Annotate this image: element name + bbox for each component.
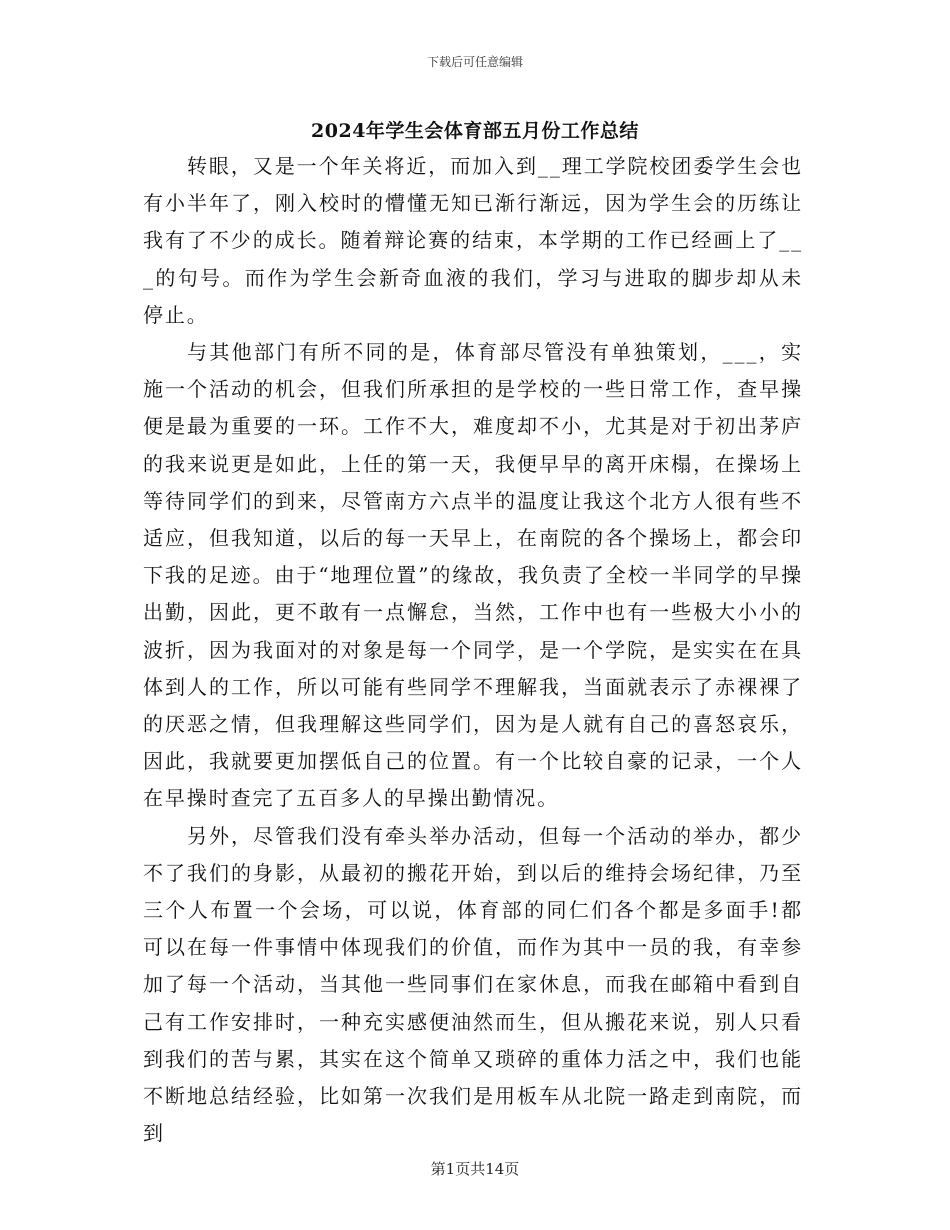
header-note: 下载后可任意编辑 — [426, 55, 523, 69]
paragraph-2: 与其他部门有所不同的是，体育部尽管没有单独策划，___，实施一个活动的机会，但我们所承担的是学校的一些日常工作，查早操便是最为重要的一环。工作不大，难度却不小，尤其是对于初出茅庐的我来说更是如此，上任的第一天，我便早早的离开床榻，在操场上等待同学们的到来，尽管南方六点半的温度让我这个北方人很有些不适应，但我知道，以后的每一天早上，在南院的各个操场上，都会印下我的足迹。由于“地理位置”的缘故，我负责了全校一半同学的早操出勤，因此，更不敢有一点懈怠，当然，工作中也有一些极大小小的波折，因为我面对的对象是每一个同学，是一个学院，是实实在在具体到人的工作，所以可能有些同学不理解我，当面就表示了赤裸裸了的厌恶之情，但我理解这些同学们，因为是人就有自己的喜怒哀乐，因此，我就要更加摆低自己的位置。有一个比较自豪的记录，一个人在早操时查完了五百多人的早操出勤情况。 — [143, 340, 803, 811]
document-body — [143, 148, 803, 1152]
document-title: 2024年学生会体育部五月份工作总结 — [311, 120, 639, 142]
page-number-footer: 第1页共14页 — [430, 1160, 520, 1178]
paragraph-3: 另外，尽管我们没有牵头举办活动，但每一个活动的举办，都少不了我们的身影，从最初的搬花开始，到以后的维持会场纪律，乃至三个人布置一个会场，可以说，体育部的同仁们各个都是多面手!都可以在每一件事情中体现我们的价值，而作为其中一员的我，有幸参加了每一个活动，当其他一些同事们在家休息，而我在邮箱中看到自己有工作安排时，一种充实感便油然而生，但从搬花来说，别人只看到我们的苦与累，其实在这个简单又琐碎的重体力活之中，我们也能不断地总结经验，比如第一次我们是用板车从北院一路走到南院，而到 — [143, 823, 803, 1146]
paragraph-1: 转眼，又是一个年关将近，而加入到__理工学院校团委学生会也有小半年了，刚入校时的懵懂无知已渐行渐远，因为学生会的历练让我有了不少的成长。随着辩论赛的结束，本学期的工作已经画上了___的句号。而作为学生会新奇血液的我们，学习与进取的脚步却从未停止。 — [143, 154, 803, 327]
